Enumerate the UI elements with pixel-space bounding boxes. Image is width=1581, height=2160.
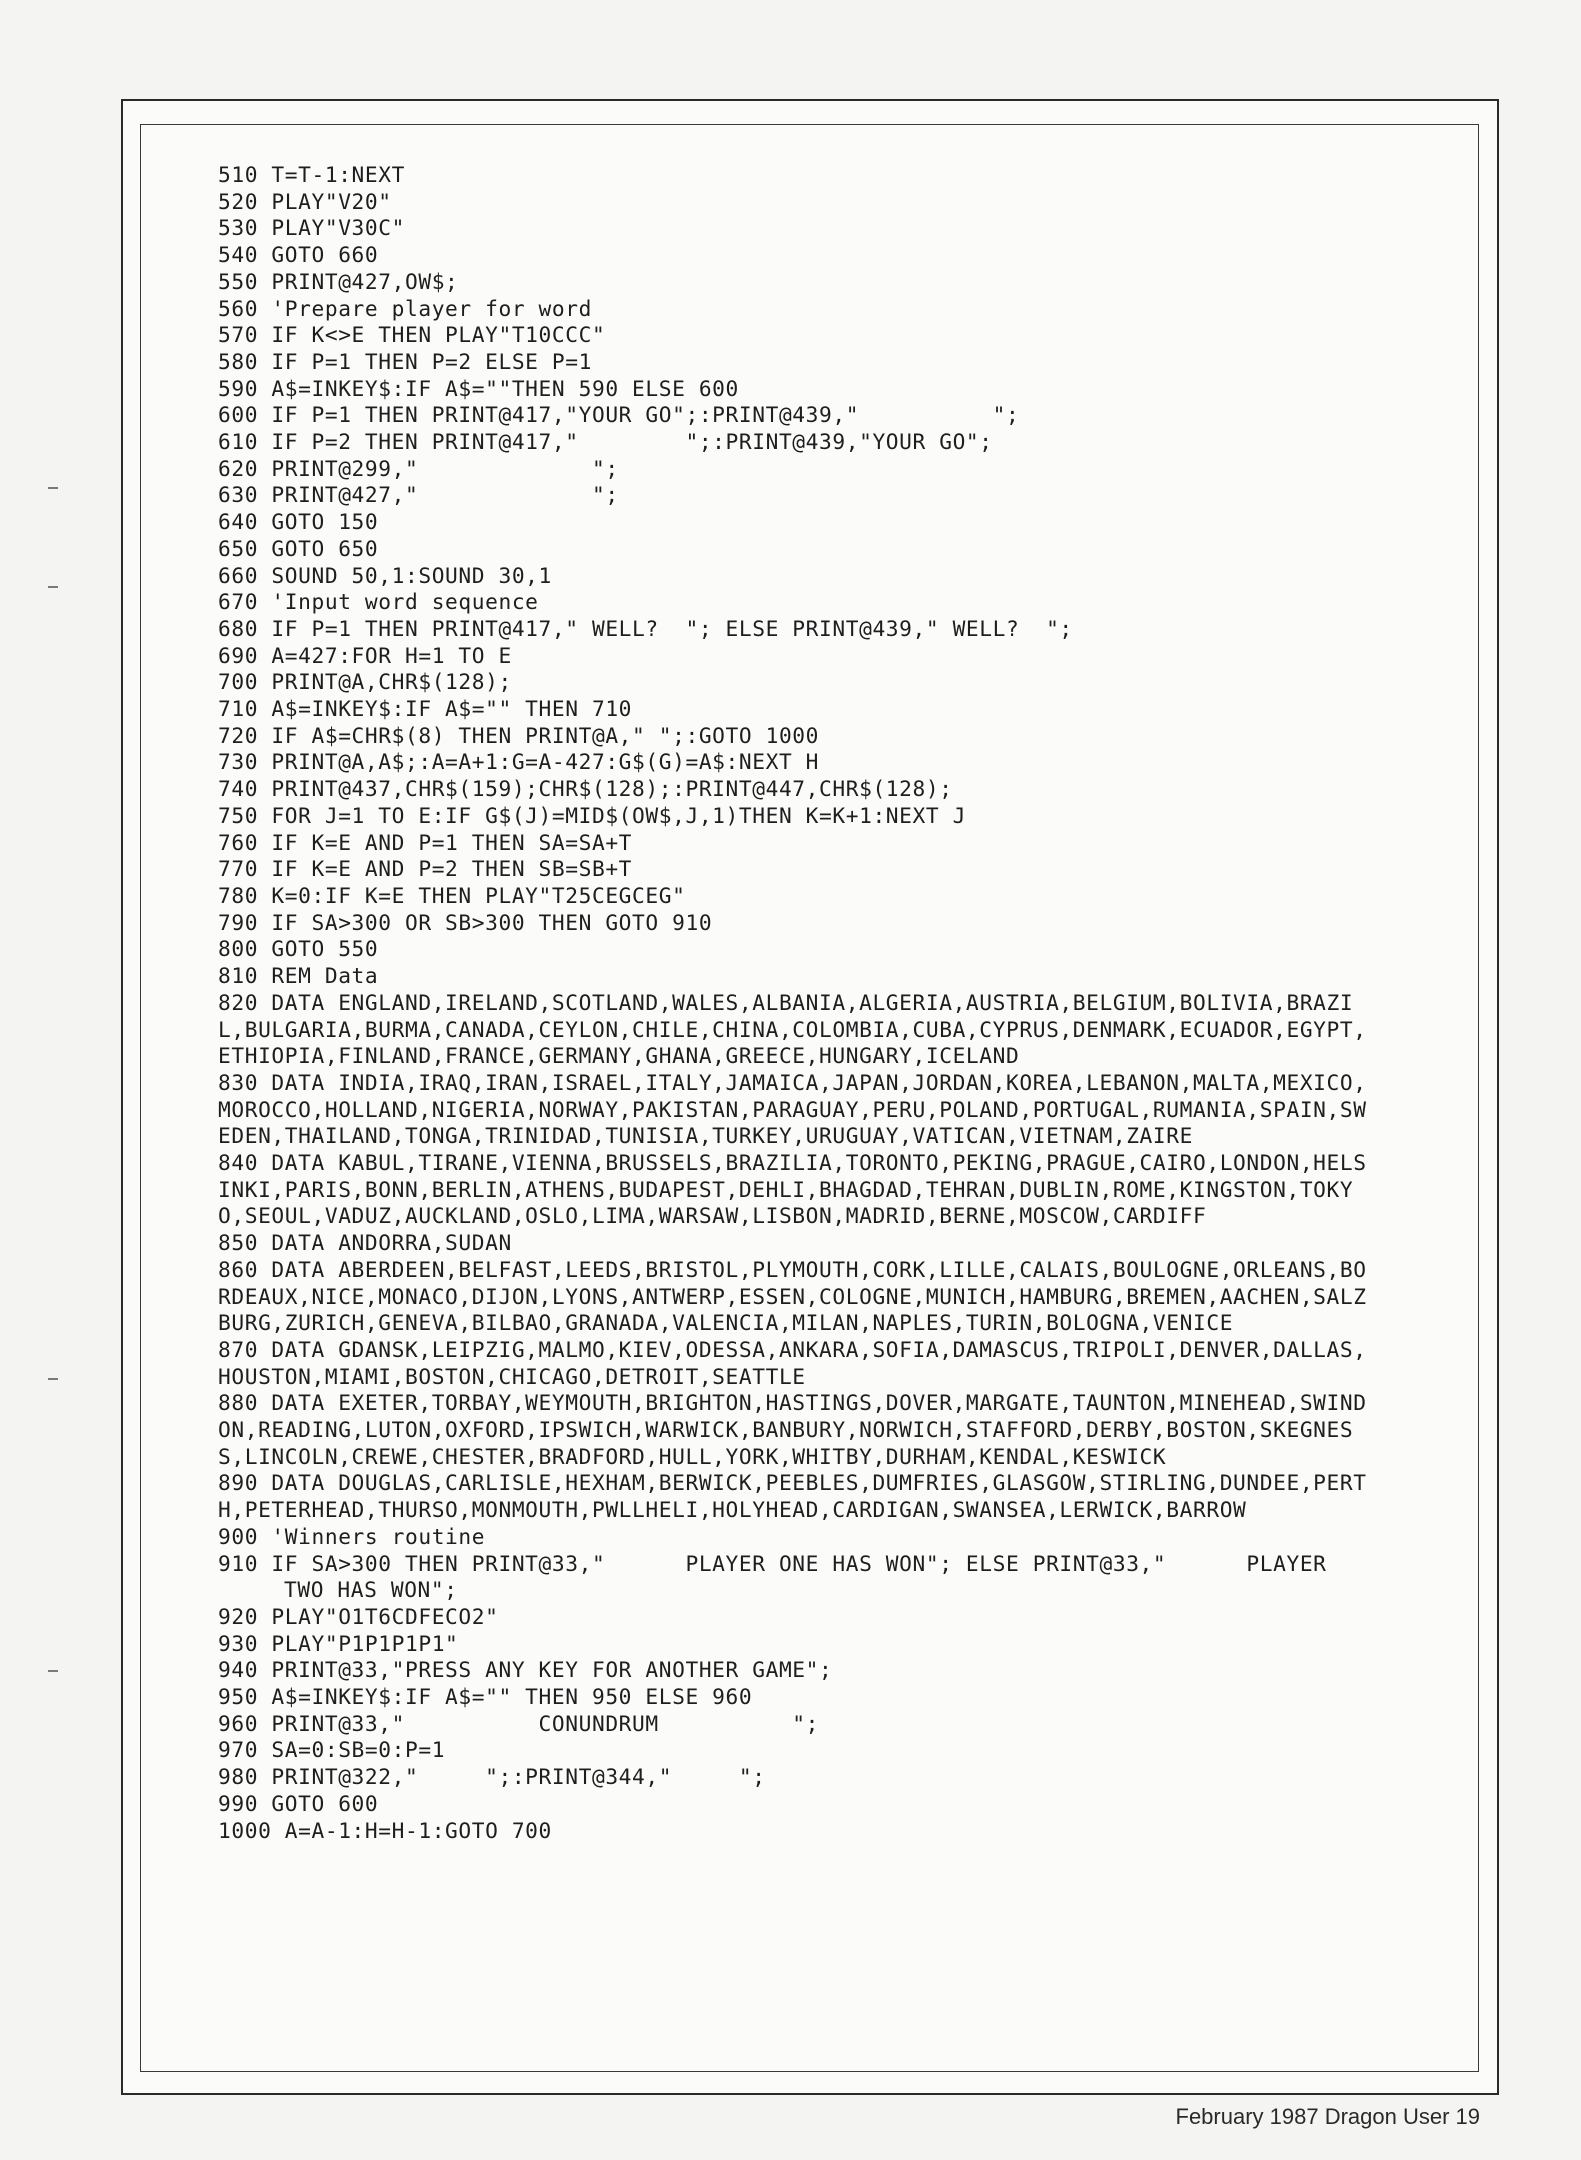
- data-line: 830 DATA INDIA,IRAQ,IRAN,ISRAEL,ITALY,JAMAICA,JAPAN,JORDAN,KOREA,LEBANON,MALTA,MEXICO,MOROCCO,HOLLAND,NIGERIA,NORWAY,PAKISTAN,PARAGUAY,PERU,POLAND,PORTUGAL,RUMANIA,SPAIN,SWEDEN,THAILAND,TONGA,TRINIDAD,TUNISIA,TURKEY,URUGUAY,VATICAN,VIETNAM,ZAIRE: [218, 1069, 1367, 1149]
- code-line: 930 PLAY"P1P1P1P1": [218, 1630, 459, 1656]
- data-line: 880 DATA EXETER,TORBAY,WEYMOUTH,BRIGHTON,HASTINGS,DOVER,MARGATE,TAUNTON,MINEHEAD,SWINDON,READING,LUTON,OXFORD,IPSWICH,WARWICK,BANBURY,NORWICH,STAFFORD,DERBY,BOSTON,SKEGNESS,LINCOLN,CREWE,CHESTER,BRADFORD,HULL,YORK,WHITBY,DURHAM,KENDAL,KESWICK: [218, 1390, 1367, 1469]
- code-line: 790 IF SA>300 OR SB>300 THEN GOTO 910: [218, 909, 713, 935]
- code-line: 610 IF P=2 THEN PRINT@417," ";:PRINT@439,"YOUR GO";: [218, 429, 993, 455]
- code-line: 800 GOTO 550: [218, 936, 379, 962]
- code-line: 620 PRINT@299," ";: [218, 455, 619, 481]
- code-line: 590 A$=INKEY$:IF A$=""THEN 590 ELSE 600: [218, 375, 739, 401]
- binding-mark: [48, 1378, 58, 1380]
- code-line: 980 PRINT@322," ";:PRINT@344," ";: [218, 1764, 766, 1790]
- code-line: 810 REM Data: [218, 963, 379, 989]
- code-line: 650 GOTO 650: [218, 535, 379, 561]
- code-line: 780 K=0:IF K=E THEN PLAY"T25CEGCEG": [218, 882, 686, 908]
- code-line: 900 'Winners routine: [218, 1523, 486, 1549]
- binding-mark: [48, 586, 58, 588]
- code-line: 750 FOR J=1 TO E:IF G$(J)=MID$(OW$,J,1)THEN K=K+1:NEXT J: [218, 802, 966, 828]
- code-line: 570 IF K<>E THEN PLAY"T10CCC": [218, 322, 606, 348]
- code-line: 690 A=427:FOR H=1 TO E: [218, 642, 512, 668]
- data-line: 840 DATA KABUL,TIRANE,VIENNA,BRUSSELS,BRAZILIA,TORONTO,PEKING,PRAGUE,CAIRO,LONDON,HELSINKI,PARIS,BONN,BERLIN,ATHENS,BUDAPEST,DEHLI,BHAGDAD,TEHRAN,DUBLIN,ROME,KINGSTON,TOKYO,SEOUL,VADUZ,AUCKLAND,OSLO,LIMA,WARSAW,LISBON,MADRID,BERNE,MOSCOW,CARDIFF: [218, 1150, 1367, 1229]
- data-line: 820 DATA ENGLAND,IRELAND,SCOTLAND,WALES,ALBANIA,ALGERIA,AUSTRIA,BELGIUM,BOLIVIA,BRAZIL,BULGARIA,BURMA,CANADA,CEYLON,CHILE,CHINA,COLOMBIA,CUBA,CYPRUS,DENMARK,ECUADOR,EGYPT,ETHIOPIA,FINLAND,FRANCE,GERMANY,GHANA,GREECE,HUNGARY,ICELAND: [218, 989, 1367, 1069]
- code-line: 520 PLAY"V20": [218, 188, 392, 214]
- code-line: 680 IF P=1 THEN PRINT@417," WELL? "; ELSE PRINT@439," WELL? ";: [218, 615, 1073, 641]
- code-line: 910 IF SA>300 THEN PRINT@33," PLAYER ONE HAS WON"; ELSE PRINT@33," PLAYER TWO HAS WON";: [218, 1550, 1340, 1603]
- code-line: 970 SA=0:SB=0:P=1: [218, 1737, 446, 1763]
- data-line: 890 DATA DOUGLAS,CARLISLE,HEXHAM,BERWICK,PEEBLES,DUMFRIES,GLASGOW,STIRLING,DUNDEE,PERTH,PETERHEAD,THURSO,MONMOUTH,PWLLHELI,HOLYHEAD,CARDIGAN,SWANSEA,LERWICK,BARROW: [218, 1470, 1367, 1523]
- code-line: 630 PRINT@427," ";: [218, 482, 619, 508]
- code-line: 710 A$=INKEY$:IF A$="" THEN 710: [218, 696, 633, 722]
- code-line: 990 GOTO 600: [218, 1790, 379, 1816]
- data-line: 850 DATA ANDORRA,SUDAN: [218, 1230, 512, 1256]
- code-line: 940 PRINT@33,"PRESS ANY KEY FOR ANOTHER GAME";: [218, 1657, 833, 1683]
- code-line: 740 PRINT@437,CHR$(159);CHR$(128);:PRINT@447,CHR$(128);: [218, 776, 953, 802]
- page-footer: February 1987 Dragon User 19: [1175, 2104, 1480, 2129]
- code-line: 600 IF P=1 THEN PRINT@417,"YOUR GO";:PRINT@439," ";: [218, 402, 1020, 428]
- code-line: 730 PRINT@A,A$;:A=A+1:G=A-427:G$(G)=A$:NEXT H: [218, 749, 820, 775]
- code-line: 560 'Prepare player for word: [218, 295, 592, 321]
- code-line: 700 PRINT@A,CHR$(128);: [218, 669, 512, 695]
- code-line: 1000 A=A-1:H=H-1:GOTO 700: [218, 1817, 552, 1843]
- code-line: 550 PRINT@427,OW$;: [218, 268, 459, 294]
- code-line: 720 IF A$=CHR$(8) THEN PRINT@A," ";:GOTO 1000: [218, 722, 820, 748]
- data-line: 860 DATA ABERDEEN,BELFAST,LEEDS,BRISTOL,PLYMOUTH,CORK,LILLE,CALAIS,BOULOGNE,ORLEANS,BORDEAUX,NICE,MONACO,DIJON,LYONS,ANTWERP,ESSEN,COLOGNE,MUNICH,HAMBURG,BREMEN,AACHEN,SALZBURG,ZURICH,GENEVA,BILBAO,GRANADA,VALENCIA,MILAN,NAPLES,TURIN,BOLOGNA,VENICE: [218, 1256, 1367, 1336]
- code-line: 760 IF K=E AND P=1 THEN SA=SA+T: [218, 829, 633, 855]
- binding-mark: [48, 487, 58, 489]
- code-line: 960 PRINT@33," CONUNDRUM ";: [218, 1710, 820, 1736]
- code-line: 770 IF K=E AND P=2 THEN SB=SB+T: [218, 856, 633, 882]
- code-line: 510 T=T-1:NEXT: [218, 162, 405, 187]
- code-line: 530 PLAY"V30C": [218, 215, 405, 241]
- code-line: 920 PLAY"O1T6CDFECO2": [218, 1603, 499, 1629]
- code-line: 580 IF P=1 THEN P=2 ELSE P=1: [218, 348, 592, 374]
- code-line: 670 'Input word sequence: [218, 589, 539, 615]
- binding-mark: [48, 1670, 58, 1672]
- data-line: 870 DATA GDANSK,LEIPZIG,MALMO,KIEV,ODESSA,ANKARA,SOFIA,DAMASCUS,TRIPOLI,DENVER,DALLAS,HOUSTON,MIAMI,BOSTON,CHICAGO,DETROIT,SEATTLE: [218, 1336, 1367, 1389]
- code-line: 540 GOTO 660: [218, 242, 379, 268]
- code-line: 950 A$=INKEY$:IF A$="" THEN 950 ELSE 960: [218, 1684, 753, 1710]
- program-listing: [218, 162, 1378, 1844]
- code-line: 640 GOTO 150: [218, 509, 379, 535]
- code-line: 660 SOUND 50,1:SOUND 30,1: [218, 562, 552, 588]
